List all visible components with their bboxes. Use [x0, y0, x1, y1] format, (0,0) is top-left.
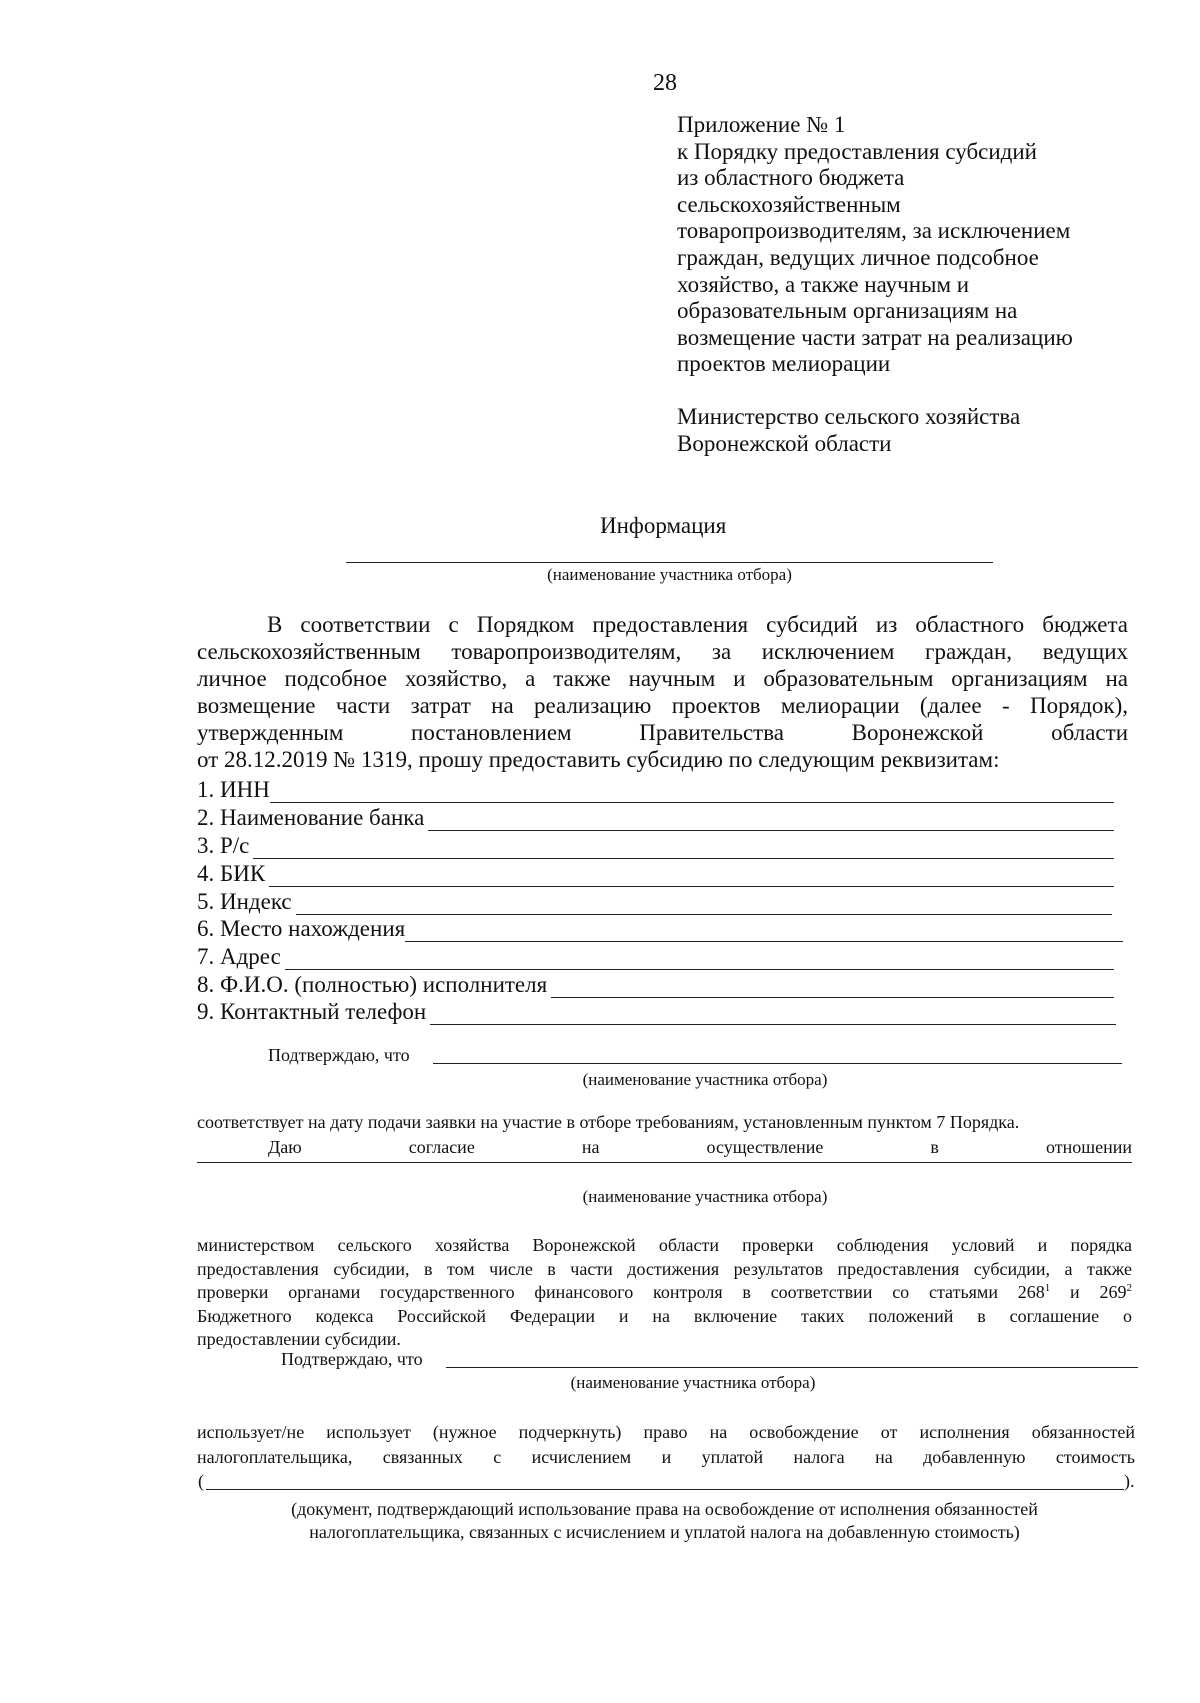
- field-index[interactable]: [197, 888, 1112, 915]
- consent-input-line[interactable]: [197, 1160, 1132, 1163]
- close-paren: ).: [1124, 1471, 1135, 1491]
- intro-line: В соответствии с Порядком предоставления субсидий из областного бюджета: [267, 612, 1128, 637]
- appendix-line: возмещение части затрат на реализацию: [677, 324, 1073, 350]
- confirm2-text-line: налогоплательщика, связанных с исчислением и уплатой налога на добавленную стоимость: [197, 1447, 1135, 1467]
- intro-line: личное подсобное хозяйство, а также научным и образовательным организациям на: [197, 666, 1128, 691]
- confirm1-input-line[interactable]: [433, 1045, 1122, 1064]
- consent-line: Даю согласие на осуществление в отношении: [268, 1137, 1132, 1157]
- consent-text-line: предоставлении субсидии.: [197, 1329, 401, 1349]
- confirm2-paragraph: [197, 1420, 1135, 1470]
- appendix-line: к Порядку предоставления субсидий: [677, 138, 1037, 164]
- field-executor-name[interactable]: [197, 971, 1114, 998]
- intro-line: возмещение части затрат на реализацию проектов мелиорации (далее - Порядок),: [197, 693, 1128, 718]
- confirm1-caption: (наименование участника отбора): [582, 1070, 828, 1089]
- field-input-line[interactable]: [285, 949, 1114, 970]
- field-input-line[interactable]: [253, 838, 1114, 859]
- field-input-line[interactable]: [405, 921, 1123, 942]
- consent-text: и 269: [1050, 1282, 1127, 1302]
- document-caption: [197, 1498, 1132, 1544]
- confirm2-input-line[interactable]: [446, 1349, 1138, 1368]
- appendix-line: граждан, ведущих личное подсобное: [677, 244, 1039, 270]
- addressee-line: Воронежской области: [677, 430, 892, 456]
- appendix-line: проектов мелиорации: [677, 351, 891, 377]
- consent-paragraph: [197, 1234, 1132, 1352]
- document-caption-line: (документ, подтверждающий использование права на освобождение от исполнения обязанностей: [291, 1499, 1038, 1519]
- field-label: 6. Место нахождения: [197, 916, 406, 941]
- addressee-line: Министерство сельского хозяйства: [677, 403, 1021, 429]
- appendix-line: сельскохозяйственным: [677, 191, 901, 217]
- consent-caption: (наименование участника отбора): [582, 1187, 828, 1206]
- field-input-line[interactable]: [269, 866, 1114, 887]
- appendix-line: из областного бюджета: [677, 165, 905, 191]
- field-input-line[interactable]: [270, 782, 1114, 803]
- field-address[interactable]: [197, 943, 1114, 970]
- field-location[interactable]: [197, 915, 1123, 942]
- consent-text-line: министерством сельского хозяйства Воронежской области проверки соблюдения условий и порядка: [197, 1235, 1132, 1255]
- consent-text-line: предоставления субсидии, в том числе в части достижения результатов предоставления субсидии, а также: [197, 1258, 1132, 1279]
- appendix-line: образовательным организациям на: [677, 298, 1018, 324]
- field-label: 9. Контактный телефон: [197, 999, 427, 1024]
- page-number: 28: [653, 70, 677, 96]
- appendix-line: Приложение № 1: [677, 112, 846, 137]
- open-paren: (: [198, 1471, 204, 1491]
- field-label: 3. Р/с: [197, 833, 250, 858]
- field-label: 4. БИК: [197, 861, 266, 886]
- confirm2-label: Подтверждаю, что: [281, 1349, 423, 1369]
- intro-paragraph: [197, 611, 1128, 773]
- consent-text: проверки органами государственного финансового контроля в соответствии со статьями 268: [197, 1282, 1045, 1302]
- intro-line: утвержденным постановлением Правительства Воронежской области: [197, 720, 1128, 745]
- consent-text-line: Бюджетного кодекса Российской Федерации и на включение таких положений в соглашение о: [197, 1305, 1132, 1326]
- appendix-line: хозяйство, а также научным и: [677, 271, 970, 297]
- field-account[interactable]: [197, 832, 1114, 859]
- confirm2-caption: (наименование участника отбора): [570, 1373, 816, 1392]
- consent-sup: 2: [1126, 1282, 1132, 1294]
- field-bik[interactable]: [197, 860, 1114, 887]
- confirm2-text-line: использует/не использует (нужное подчеркнуть) право на освобождение от исполнения обязанностей: [197, 1422, 1135, 1442]
- field-label: 5. Индекс: [197, 889, 292, 914]
- field-input-line[interactable]: [296, 894, 1112, 915]
- field-input-line[interactable]: [428, 810, 1114, 831]
- document-input-line[interactable]: [206, 1471, 1124, 1490]
- document-title: Информация: [600, 513, 727, 538]
- field-label: 8. Ф.И.О. (полностью) исполнителя: [197, 972, 548, 997]
- consent-text-line: [197, 1281, 1132, 1305]
- appendix-line: товаропроизводителям, за исключением: [677, 218, 1071, 244]
- confirm1-text: соответствует на дату подачи заявки на участие в отборе требованиям, установленным пунктом 7 Порядка.: [197, 1112, 1020, 1132]
- field-bank-name[interactable]: [197, 804, 1114, 831]
- field-label: 2. Наименование банка: [197, 805, 425, 830]
- intro-line: от 28.12.2019 № 1319, прошу предоставить субсидию по следующим реквизитам:: [197, 747, 1000, 772]
- field-label: 1. ИНН: [197, 777, 270, 802]
- participant-name-line[interactable]: [346, 557, 993, 563]
- intro-line: сельскохозяйственным товаропроизводителям, за исключением граждан, ведущих: [197, 639, 1128, 664]
- appendix-block: [677, 112, 1073, 457]
- confirm1-label: Подтверждаю, что: [268, 1045, 410, 1065]
- participant-caption: (наименование участника отбора): [547, 565, 792, 584]
- field-label: 7. Адрес: [197, 944, 281, 969]
- field-input-line[interactable]: [551, 977, 1114, 998]
- field-input-line[interactable]: [430, 1004, 1116, 1025]
- document-caption-line: налогоплательщика, связанных с исчислением и уплатой налога на добавленную стоимость): [309, 1522, 1020, 1542]
- field-inn[interactable]: [197, 776, 1114, 803]
- field-phone[interactable]: [197, 998, 1116, 1025]
- consent-sup: 1: [1044, 1282, 1051, 1294]
